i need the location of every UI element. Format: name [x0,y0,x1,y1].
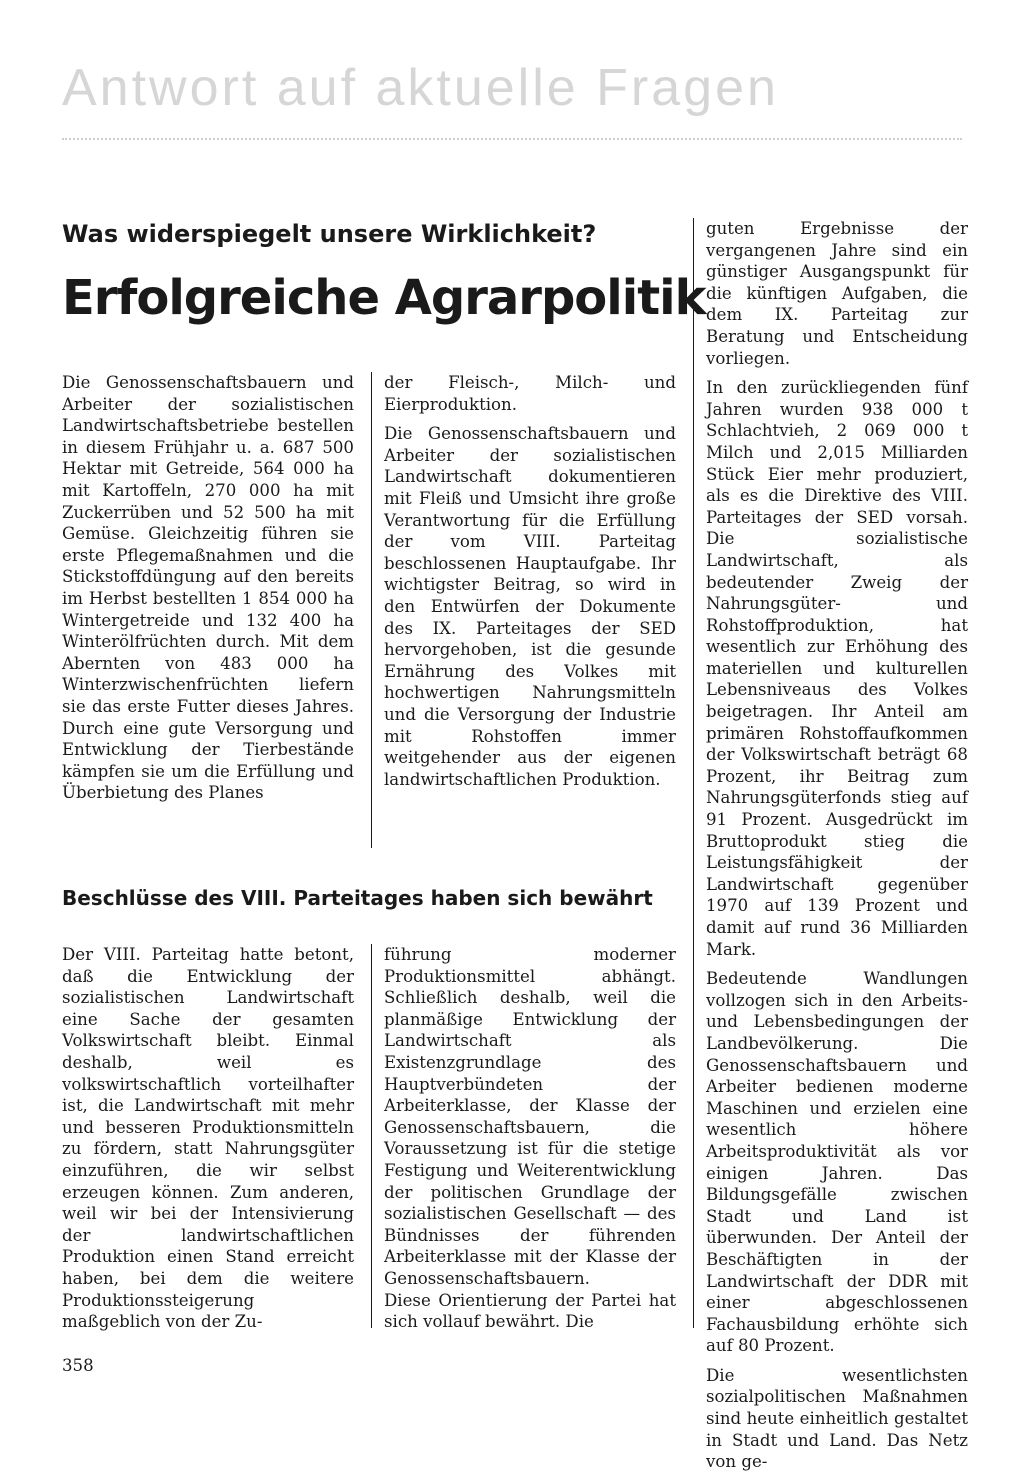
section2-column-2 [384,944,676,1333]
paragraph: Bedeutende Wandlungen vollzogen sich in den Arbeits- und Lebensbedingungen der Landbevölkerung. Die Genossenschaftsbauern und Arbeiter bedienen moderne Maschinen und erzielen eine wesentlich höhere Arbeitsproduktivität als vor einigen Jahren. Das Bildungsgefälle zwischen Stadt und Land ist überwunden. Der Anteil der Beschäftigten in der Landwirtschaft der DDR mit einer abgeschlossenen Fachausbildung erhöhte sich auf 80 Prozent. [706,969,968,1356]
column-divider [371,372,372,848]
section-subheading: Beschlüsse des VIII. Parteitages haben sich bewährt [62,886,653,910]
page-number: 358 [62,1356,94,1375]
paragraph: Die Genossenschaftsbauern und Arbeiter der sozialistischen Landwirtschaftsbetriebe bestellen in diesem Frühjahr u. a. 687 500 Hektar mit Getreide, 564 000 ha mit Kartoffeln, 270 000 ha mit Zuckerrüben und 52 500 ha mit Gemüse. Gleichzeitig führen sie erste Pflegemaßnahmen und die Stickstoffdüngung auf den bereits im Herbst bestellten 1 854 000 ha Wintergetreide und 132 400 ha Winterölfrüchten durch. Mit dem Abernten von 483 000 ha Winterzwischenfrüchten liefern sie das erste Futter dieses Jahres. Durch eine gute Versorgung und Entwicklung der Tierbestände kämpfen sie um die Erfüllung und Überbietung des Planes [62,373,354,803]
right-column [706,218,968,1473]
kicker-heading: Was widerspiegelt unsere Wirklichkeit? [62,220,597,248]
paragraph: In den zurückliegenden fünf Jahren wurden 938 000 t Schlachtvieh, 2 069 000 t Milch und 2,015 Milliarden Stück Eier mehr produziert, als es die Direktive des VIII. Parteitages der SED vorsah. Die sozialistische Landwirtschaft, als bedeutender Zweig der Nahrungsgüter- und Rohstoffproduktion, hat wesentlich zur Erhöhung des materiellen und kulturellen Lebensniveaus des Volkes beigetragen. Ihr Anteil am primären Rohstoffaufkommen der Volkswirtschaft beträgt 68 Prozent, ihr Beitrag zum Nahrungsgüterfonds stieg auf 91 Prozent. Ausgedrückt im Bruttoprodukt stieg die Leistungsfähigkeit der Landwirtschaft gegenüber 1970 auf 139 Prozent und damit auf rund 36 Milliarden Mark. [706,378,968,959]
paragraph: guten Ergebnisse der vergangenen Jahre sind ein günstiger Ausgangspunkt für die künftigen Aufgaben, die dem IX. Parteitag zur Beratung und Entscheidung vorliegen. [706,219,968,368]
paragraph: Die wesentlichsten sozialpolitischen Maßnahmen sind heute einheitlich gestaltet in Stadt und Land. Das Netz von ge- [706,1365,968,1472]
rubric-title: Antwort auf aktuelle Fragen [62,59,779,117]
column-divider [371,944,372,1328]
paragraph: Diese Orientierung der Partei hat sich vollauf bewährt. Die [384,1290,676,1332]
paragraph: der Fleisch-, Milch- und Eierproduktion. [384,373,676,414]
section2-column-1 [62,944,354,1333]
paragraph: Der VIII. Parteitag hatte betont, daß die Entwicklung der sozialistischen Landwirtschaft eine Sache der gesamten Volkswirtschaft bleibt. Einmal deshalb, weil es volkswirtschaftlich vorteilhafter ist, die Landwirtschaft mit mehr und besseren Produktionsmitteln zu fördern, statt Nahrungsgüter einzuführen, die wir selbst erzeugen können. Zum anderen, weil wir bei der Intensivierung der landwirtschaftlichen Produktion einen Stand erreicht haben, bei dem die weitere Produktionssteigerung maßgeblich von der Zu- [62,945,354,1332]
section1-column-1 [62,372,354,804]
column-divider [693,218,694,1328]
article-headline: Erfolgreiche Agrarpolitik [62,270,706,326]
paragraph: führung moderner Produktionsmittel abhängt. Schließlich deshalb, weil die planmäßige Entwicklung der Landwirtschaft als Existenzgrundlage des Hauptverbündeten der Arbeiterklasse, der Klasse der Genossenschaftsbauern, die Voraussetzung ist für die stetige Festigung und Weiterentwicklung der politischen Grundlage der sozialistischen Gesellschaft — des Bündnisses der führenden Arbeiterklasse mit der Klasse der Genossenschaftsbauern. [384,945,676,1288]
section1-column-2 [384,372,676,790]
rubric-divider [62,138,962,140]
paragraph: Die Genossenschaftsbauern und Arbeiter der sozialistischen Landwirtschaft dokumentieren mit Fleiß und Umsicht ihre große Verantwortung für die Erfüllung der vom VIII. Parteitag beschlossenen Hauptaufgabe. Ihr wichtigster Beitrag, so wird in den Entwürfen der Dokumente des IX. Parteitages der SED hervorgehoben, ist die gesunde Ernährung des Volkes mit hochwertigen Nahrungsmitteln und die Versorgung der Industrie mit Rohstoffen immer weitgehender aus der eigenen landwirtschaftlichen Produktion. [384,424,676,789]
